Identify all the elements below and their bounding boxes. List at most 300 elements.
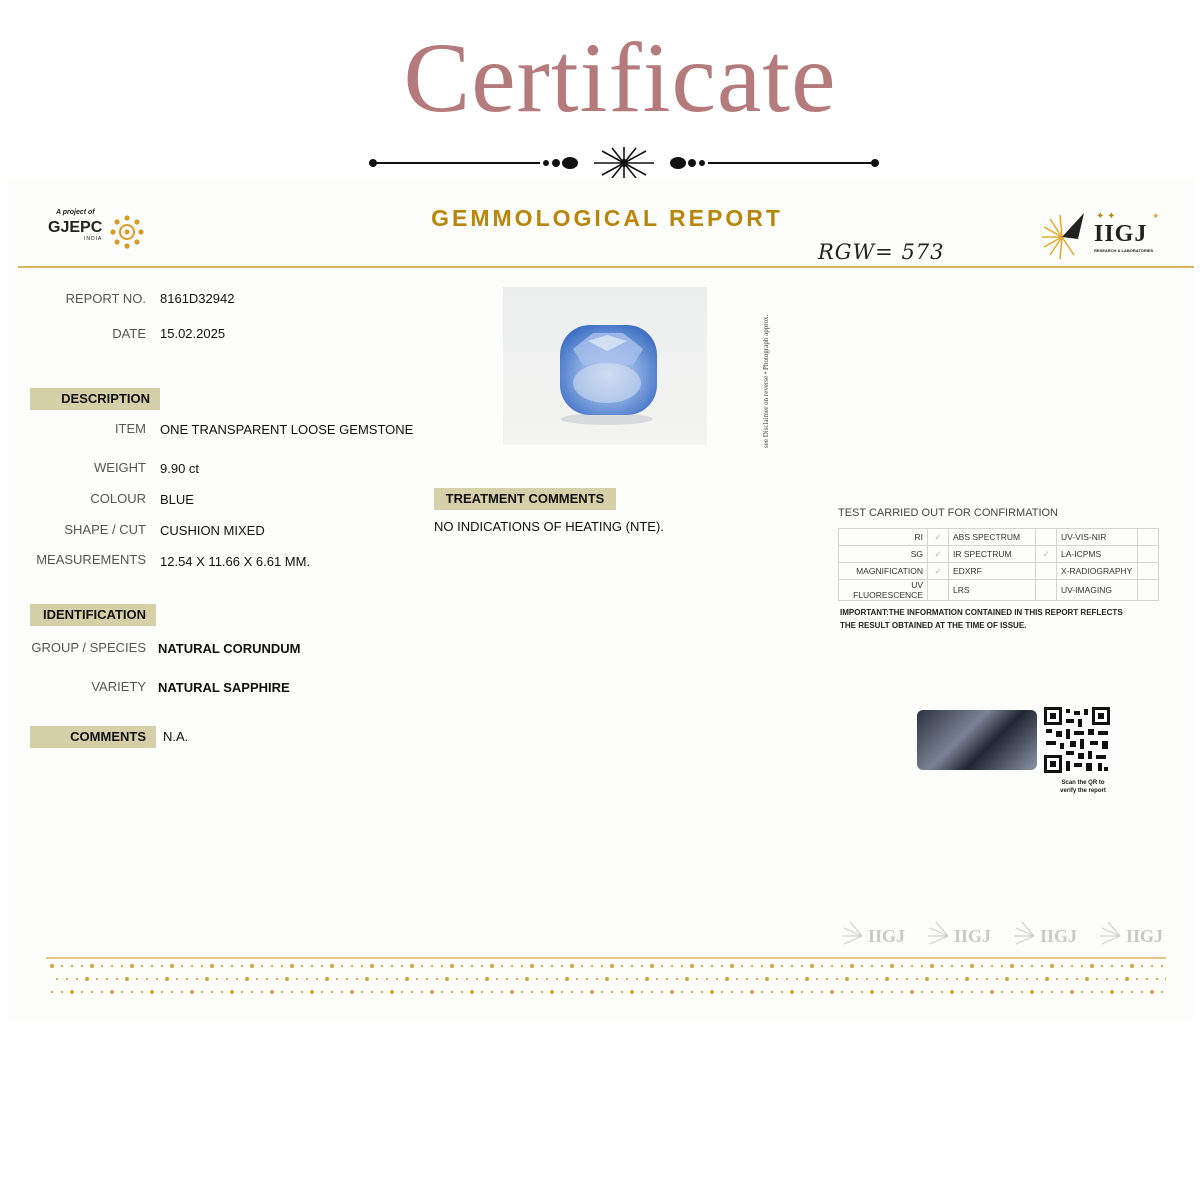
gold-dot [405,977,409,981]
gold-dot [790,990,794,994]
gold-dot [205,977,209,981]
gold-dot [1070,990,1074,994]
gold-dot [125,977,129,981]
disclaimer-text: see Disclaimer on reverse • Photograph approx. [762,314,770,448]
gold-dot [221,965,223,967]
gold-dot [490,964,494,968]
gold-dot [1131,991,1133,993]
gold-dot [290,964,294,968]
gold-dot [901,965,903,967]
gold-dot [170,964,174,968]
gold-dot [690,964,694,968]
gold-dot [226,978,228,980]
gold-dot [1081,965,1083,967]
item-value: ONE TRANSPARENT LOOSE GEMSTONE [160,422,414,437]
gold-dot [421,991,423,993]
gold-dot [90,964,94,968]
gold-dot [791,965,793,967]
gold-dot [245,977,249,981]
gold-dot-border [46,956,1166,1002]
gold-dot [621,991,623,993]
gold-dot [101,991,103,993]
description-heading: DESCRIPTION [30,388,160,410]
gold-dot [831,965,833,967]
gold-dot [931,991,933,993]
gold-dot [350,990,354,994]
gold-dot [561,965,563,967]
watermark-1: IIGJ [868,926,906,946]
gold-dot [841,965,843,967]
gold-dot [866,978,868,980]
gold-dot [1141,991,1143,993]
gold-dot [741,991,743,993]
gold-dot [781,991,783,993]
gold-dot [1101,965,1103,967]
gold-dot [236,978,238,980]
variety-value: NATURAL SAPPHIRE [158,680,290,695]
gold-dot [611,991,613,993]
table-row [839,580,1159,601]
gold-dot [401,991,403,993]
gold-dot [756,978,758,980]
gold-dot [681,965,683,967]
gold-dot [571,991,573,993]
gold-dot [711,965,713,967]
gold-dot [751,965,753,967]
gold-dot [151,965,153,967]
gold-dot [161,991,163,993]
gold-dot [506,978,508,980]
treatment-value: NO INDICATIONS OF HEATING (NTE). [434,519,664,534]
gold-dot [426,978,428,980]
gold-dot [501,991,503,993]
qr-caption [1048,779,1118,795]
gold-dot [521,965,523,967]
gold-dot [651,991,653,993]
gold-dot [1141,965,1143,967]
gold-dot [746,978,748,980]
gold-dot [631,965,633,967]
gold-dot [851,991,853,993]
test-uv-fluorescence: UV FLUORESCENCE [839,580,928,601]
gold-dot [821,991,823,993]
gold-dot [911,965,913,967]
gold-dot [210,964,214,968]
gold-dot [750,990,754,994]
gold-dot [741,965,743,967]
gold-dot [430,990,434,994]
gold-dot [361,965,363,967]
gold-dot [381,991,383,993]
gold-dot [981,991,983,993]
gold-dot [1150,990,1154,994]
gold-dot [601,965,603,967]
gjepc-logo-text: GJEPC [48,219,103,236]
gold-dot [516,978,518,980]
gold-dot [391,965,393,967]
gold-dot [946,978,948,980]
gold-dot [481,965,483,967]
tests-table [838,528,1159,601]
gold-dot [51,991,53,993]
weight-value: 9.90 ct [160,461,200,476]
gold-dot [976,978,978,980]
gold-dot [281,965,283,967]
gold-dot [836,978,838,980]
gold-dot [1041,965,1043,967]
gold-dot [916,978,918,980]
gold-dot [550,990,554,994]
report-title: GEMMOLOGICAL REPORT [431,205,783,231]
gold-dot [676,978,678,980]
gold-dot [211,991,213,993]
iigj-logo-text: IIGJ [1094,221,1148,247]
shape-label: SHAPE / CUT [64,522,146,537]
gold-dot [951,965,953,967]
gold-dot [101,965,103,967]
gold-dot [786,978,788,980]
watermark-logos [838,918,1168,952]
gold-dot [56,978,58,980]
gold-dot [601,991,603,993]
important-label: IMPORTANT: [840,608,889,617]
test-la-icpms: LA-ICPMS [1057,546,1138,563]
gold-dot [870,990,874,994]
gold-dot [621,965,623,967]
gold-dot [1156,978,1158,980]
gold-dot [771,991,773,993]
gold-dot [511,965,513,967]
gold-dot [776,978,778,980]
gold-dot [70,990,74,994]
gold-dot [965,977,969,981]
gold-dot [271,965,273,967]
gold-dot [61,965,63,967]
gold-dot [881,965,883,967]
gold-dot [510,990,514,994]
gold-dot [1165,977,1166,981]
test-ir-spectrum: IR SPECTRUM [949,546,1036,563]
gold-dot [111,965,113,967]
gold-dot [491,991,493,993]
gold-dot [531,991,533,993]
gold-dot [656,978,658,980]
gold-dot [50,964,54,968]
gold-dot [281,991,283,993]
gold-dot [1061,965,1063,967]
gold-dot [1071,965,1073,967]
gold-dot [950,990,954,994]
gold-dot [641,991,643,993]
gold-dot [1161,965,1163,967]
gold-dot [850,964,854,968]
gold-dot [1021,965,1023,967]
gold-dot [221,991,223,993]
gold-dot [461,991,463,993]
gold-dot [121,965,123,967]
certificate-title: Certificate [403,22,837,133]
gold-dot [546,978,548,980]
gold-dot [201,965,203,967]
gold-dot [796,978,798,980]
gold-dot [890,964,894,968]
gold-dot [1061,991,1063,993]
gold-dot [471,965,473,967]
watermark-2: IIGJ [954,926,992,946]
gold-dot [996,978,998,980]
gold-dot [431,965,433,967]
header-divider [18,266,1194,268]
gold-dot [1016,978,1018,980]
gold-dot [261,991,263,993]
check-icon [1036,529,1057,546]
gold-dot [670,990,674,994]
gold-dot [921,991,923,993]
gold-dot [165,977,169,981]
gold-dot [401,965,403,967]
gold-dot [626,978,628,980]
gold-dot [645,977,649,981]
item-label: ITEM [114,421,146,436]
gold-dot [76,978,78,980]
gold-dot [451,991,453,993]
gjepc-tagline: A project of [56,209,95,216]
gold-dot [710,990,714,994]
gold-dot [1041,991,1043,993]
gold-dot [336,978,338,980]
gold-dot [356,978,358,980]
gold-dot [736,978,738,980]
gold-dot [241,991,243,993]
gold-dot [130,964,134,968]
date-value: 15.02.2025 [160,326,226,341]
gemstone-photo [503,287,707,445]
gold-dot [541,991,543,993]
gold-dot [941,991,943,993]
gold-dot [941,965,943,967]
test-uv-vis-nir: UV-VIS-NIR [1057,529,1138,546]
gold-dot [581,991,583,993]
gold-dot [1076,978,1078,980]
gold-dot [841,991,843,993]
gold-dot [156,978,158,980]
gold-dot [1106,978,1108,980]
gold-dot [261,965,263,967]
gold-dot [581,965,583,967]
gold-dot [311,965,313,967]
gold-dot [1050,964,1054,968]
gold-dot [331,991,333,993]
gold-dot [1146,978,1148,980]
gold-dot [871,965,873,967]
comments-value: N.A. [163,729,189,744]
gold-dot [501,965,503,967]
security-hologram [917,710,1037,770]
gold-dot [910,990,914,994]
gold-dot [1130,964,1134,968]
gold-dot [591,965,593,967]
gold-dot [1091,991,1093,993]
svg-text:✦: ✦ [1152,211,1160,221]
gold-dot [521,991,523,993]
gold-dot [805,977,809,981]
check-cell [1138,546,1159,563]
table-row [839,563,1159,580]
gold-dot [561,991,563,993]
gold-dot [396,978,398,980]
gold-dot [731,991,733,993]
gold-dot [1021,991,1023,993]
gold-dot [1121,965,1123,967]
gold-dot [496,978,498,980]
gold-dot [810,964,814,968]
gold-dot [370,964,374,968]
gold-dot [365,977,369,981]
gold-dot [310,990,314,994]
gold-dot [1056,978,1058,980]
gold-dot [1121,991,1123,993]
gold-dot [1001,965,1003,967]
gold-dot [410,964,414,968]
gold-dot [925,977,929,981]
gold-dot [186,978,188,980]
check-icon [928,580,949,601]
gold-dot [696,978,698,980]
gold-dot [1101,991,1103,993]
gold-dot [441,991,443,993]
gold-dot [376,978,378,980]
gold-dot [1125,977,1129,981]
gold-dot [641,965,643,967]
qr-code-icon[interactable] [1044,707,1110,773]
test-edxrf: EDXRF [949,563,1036,580]
check-cell [1138,580,1159,601]
test-lrs: LRS [949,580,1036,601]
gold-dot [1161,991,1163,993]
gold-dot [445,977,449,981]
gold-dot [136,978,138,980]
gold-dot [725,977,729,981]
watermark-4: IIGJ [1126,926,1164,946]
gold-dot [541,965,543,967]
gold-dot [81,991,83,993]
gold-dot [485,977,489,981]
gold-dot [341,965,343,967]
gold-dot [981,965,983,967]
gold-dot [616,978,618,980]
gold-dot [861,965,863,967]
gold-dot [296,978,298,980]
gold-dot [821,965,823,967]
gold-dot [556,978,558,980]
gold-dot [81,965,83,967]
gold-dot [701,965,703,967]
gold-dot [765,977,769,981]
gold-dot [721,965,723,967]
gold-dot [861,991,863,993]
gold-dot [801,965,803,967]
gold-dot [306,978,308,980]
gold-dot [196,978,198,980]
gold-dot [990,990,994,994]
date-label: DATE [112,326,146,341]
gold-dot [701,991,703,993]
gold-dot [141,991,143,993]
gold-dot [171,991,173,993]
gold-dot [576,978,578,980]
gold-dot [661,991,663,993]
report-no-label: REPORT NO. [65,291,146,306]
gold-dot [466,978,468,980]
gold-dot [1010,964,1014,968]
gold-dot [421,965,423,967]
gold-dot [761,965,763,967]
gold-dot [266,978,268,980]
gold-dot [441,965,443,967]
check-icon [1036,563,1057,580]
gold-dot [161,965,163,967]
colour-value: BLUE [160,492,194,507]
gold-dot [1051,991,1053,993]
check-icon: ✓ [928,529,949,546]
weight-label: WEIGHT [94,460,146,475]
gold-dot [986,978,988,980]
gold-dot [1151,965,1153,967]
gold-dot [1111,965,1113,967]
gold-dot [936,978,938,980]
gold-dot [661,965,663,967]
gold-dot [150,990,154,994]
qr-caption-line1: Scan the QR to [1061,780,1105,786]
gold-dot [610,964,614,968]
test-ri: RI [839,529,928,546]
gold-dot [131,991,133,993]
gold-dot [650,964,654,968]
gold-dot [325,977,329,981]
gold-dot [906,978,908,980]
gold-dot [216,978,218,980]
gold-dot [456,978,458,980]
gold-dot [276,978,278,980]
gold-dot [390,990,394,994]
gold-dot [91,991,93,993]
table-row [839,546,1159,563]
check-icon [1036,580,1057,601]
gold-dot [716,978,718,980]
test-abs-spectrum: ABS SPECTRUM [949,529,1036,546]
gold-dot [291,991,293,993]
table-row [839,529,1159,546]
gold-dot [706,978,708,980]
gold-dot [110,990,114,994]
important-text: THE INFORMATION CONTAINED IN THIS REPORT REFLECTS THE RESULT OBTAINED AT THE TIME OF ISSUE. [840,608,1123,630]
gold-dot [961,991,963,993]
gold-dot [685,977,689,981]
gold-dot [321,991,323,993]
tests-title: TEST CARRIED OUT FOR CONFIRMATION [838,507,1059,519]
qr-caption-line2: verify the report [1060,788,1106,794]
group-label: GROUP / SPECIES [31,640,146,655]
gold-dot [636,978,638,980]
gold-dot [316,978,318,980]
report-no-value: 8161D32942 [160,291,235,306]
gold-dot [121,991,123,993]
test-uv-imaging: UV-IMAGING [1057,580,1138,601]
gold-dot [116,978,118,980]
gold-dot [71,965,73,967]
check-icon: ✓ [1036,546,1057,563]
gold-dot [586,978,588,980]
